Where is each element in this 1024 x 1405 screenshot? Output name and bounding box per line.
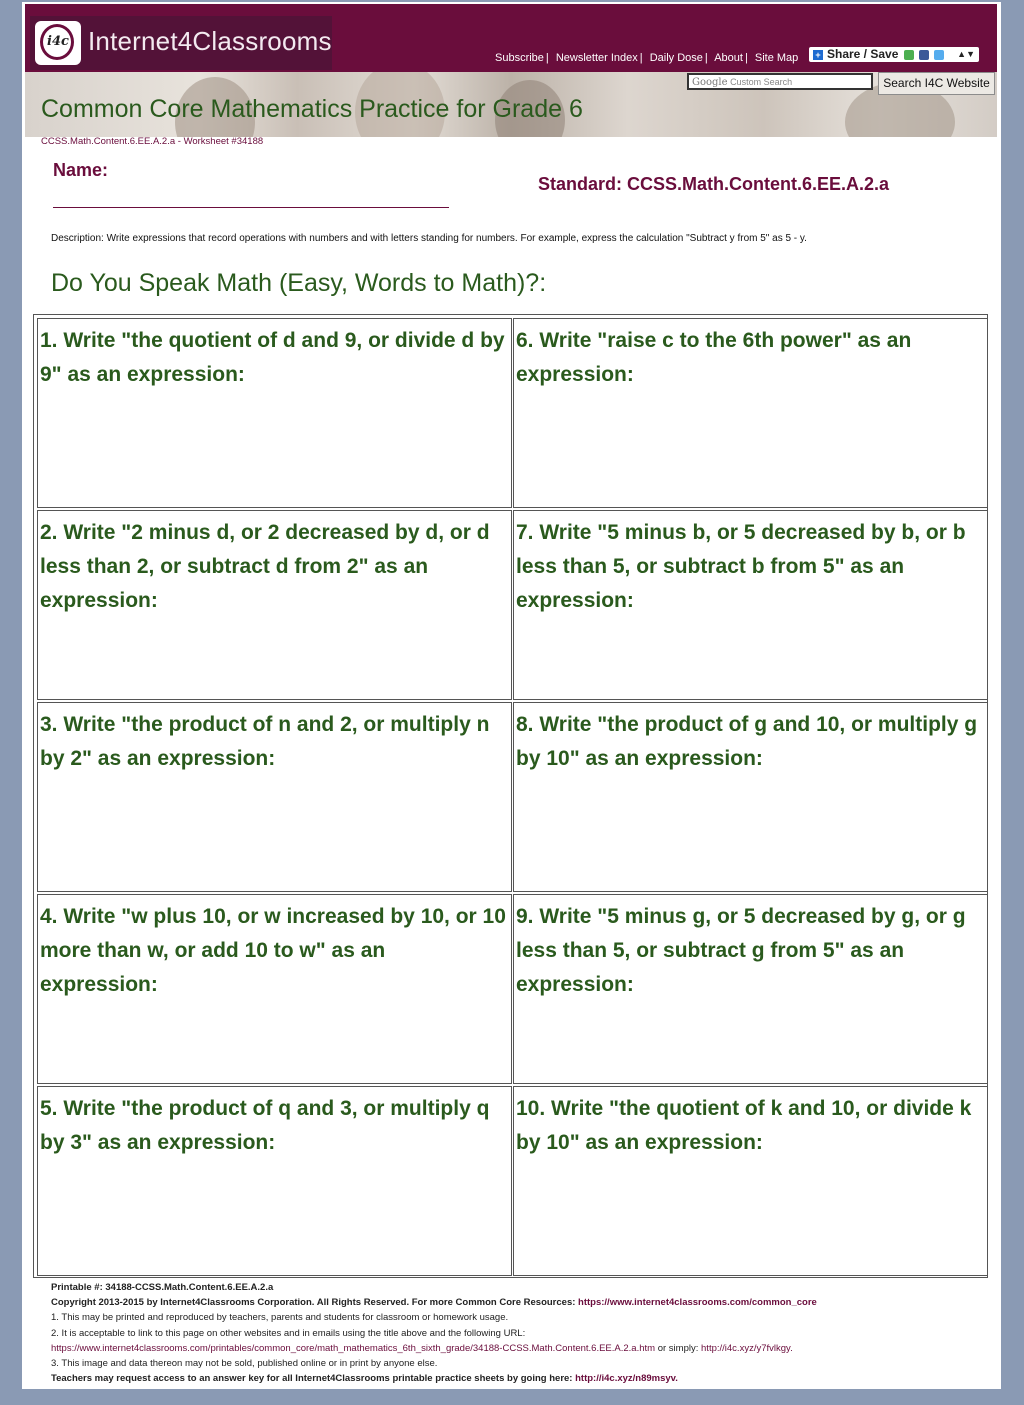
nav-link-about[interactable]: About xyxy=(714,52,743,64)
question-cell[interactable] xyxy=(37,702,512,892)
page-url-link[interactable]: https://www.internet4classrooms.com/printables/common_core/math_mathematics_6th_sixth_grade/34188-CCSS.Math.Content.6.EE.A.2.a.htm xyxy=(51,1342,656,1354)
section-title: Do You Speak Math (Easy, Words to Math)?: xyxy=(51,269,547,297)
printable-number: Printable #: 34188-CCSS.Math.Content.6.EE.A.2.a xyxy=(51,1282,274,1293)
question-text: 9. Write "5 minus g, or 5 decreased by g, or g less than 5, or subtract g from 5" as an expression: xyxy=(516,905,966,996)
worksheet-page xyxy=(22,2,1001,1389)
or-simply-text: or simply: xyxy=(657,1342,699,1354)
answer-key-link[interactable]: http://i4c.xyz/n89msyv. xyxy=(575,1373,678,1385)
page-footer xyxy=(51,1280,991,1386)
worksheet-reference: CCSS.Math.Content.6.EE.A.2.a - Worksheet #34188 xyxy=(41,136,264,147)
questions-grid xyxy=(33,314,988,1278)
question-text: 1. Write "the quotient of d and 9, or divide d by 9" as an expression: xyxy=(40,329,505,386)
twitter-icon xyxy=(934,50,944,60)
plus-icon: + xyxy=(813,50,823,60)
site-header xyxy=(25,4,997,72)
logo-badge-icon: i4c xyxy=(35,21,81,65)
question-text: 4. Write "w plus 10, or w increased by 10, or 10 more than w, or add 10 to w" as an expression: xyxy=(40,905,506,996)
question-cell[interactable] xyxy=(513,318,988,508)
question-cell[interactable] xyxy=(513,702,988,892)
nav-link-newsletter-index[interactable]: Newsletter Index xyxy=(555,52,638,64)
nav-link-daily-dose[interactable]: Daily Dose xyxy=(649,52,703,64)
share-service-icon xyxy=(904,50,914,60)
usage-note-2: 2. It is acceptable to link to this page on other websites and in emails using the title above and the following URL: xyxy=(51,1327,526,1339)
question-cell[interactable] xyxy=(37,318,512,508)
answer-key-text: Teachers may request access to an answer key for all Internet4Classrooms printable practice sheets by going here: xyxy=(51,1373,573,1385)
search-brand: Google xyxy=(692,77,728,88)
site-logo[interactable] xyxy=(30,16,332,70)
question-cell[interactable] xyxy=(513,894,988,1084)
question-text: 10. Write "the quotient of k and 10, or divide k by 10" as an expression: xyxy=(516,1097,972,1154)
page-title: Common Core Mathematics Practice for Grade 6 xyxy=(41,95,583,123)
search-placeholder: Custom Search xyxy=(730,77,793,87)
custom-search-input[interactable] xyxy=(687,73,873,90)
question-cell[interactable] xyxy=(513,1086,988,1276)
top-nav: Subscribe | Newsletter Index | Daily Dose | About | Site Map xyxy=(495,52,799,64)
question-cell[interactable] xyxy=(37,894,512,1084)
usage-note-1: 1. This may be printed and reproduced by teachers, parents and students for classroom or homework usage. xyxy=(51,1312,509,1324)
question-cell[interactable] xyxy=(37,1086,512,1276)
description-text: Description: Write expressions that record operations with numbers and with letters standing for numbers. For example, express the calculation "Subtract y from 5" as 5 - y. xyxy=(51,233,807,244)
question-text: 6. Write "raise c to the 6th power" as an expression: xyxy=(516,329,912,386)
question-text: 3. Write "the product of n and 2, or multiply n by 2" as an expression: xyxy=(40,713,490,770)
short-url-link[interactable]: http://i4c.xyz/y7fvlkgy. xyxy=(701,1342,793,1354)
question-text: 5. Write "the product of q and 3, or multiply q by 3" as an expression: xyxy=(40,1097,490,1154)
question-cell[interactable] xyxy=(37,510,512,700)
question-text: 8. Write "the product of g and 10, or multiply g by 10" as an expression: xyxy=(516,713,978,770)
question-text: 7. Write "5 minus b, or 5 decreased by b, or b less than 5, or subtract b from 5" as an expression: xyxy=(516,521,966,612)
common-core-link[interactable]: https://www.internet4classrooms.com/common_core xyxy=(578,1297,817,1309)
share-save-button[interactable]: + Share / Save ▲▼ xyxy=(809,47,979,62)
question-text: 2. Write "2 minus d, or 2 decreased by d, or d less than 2, or subtract d from 2" as an expression: xyxy=(40,521,490,612)
name-blank-line xyxy=(53,207,449,208)
facebook-icon xyxy=(919,50,929,60)
copyright-text: Copyright 2013-2015 by Internet4Classrooms Corporation. All Rights Reserved. For more Common Core Resources: xyxy=(51,1297,576,1309)
question-cell[interactable] xyxy=(513,510,988,700)
nav-link-site-map[interactable]: Site Map xyxy=(754,52,799,64)
logo-text: Internet4Classrooms xyxy=(88,26,332,56)
standard-label: Standard: CCSS.Math.Content.6.EE.A.2.a xyxy=(538,174,890,194)
search-button[interactable]: Search I4C Website xyxy=(878,72,995,95)
name-label: Name: xyxy=(53,160,109,180)
nav-link-subscribe[interactable]: Subscribe xyxy=(495,52,544,64)
usage-note-3: 3. This image and data thereon may not be sold, published online or in print by anyone else. xyxy=(51,1358,438,1370)
dropdown-arrow-icon: ▲▼ xyxy=(957,49,975,59)
